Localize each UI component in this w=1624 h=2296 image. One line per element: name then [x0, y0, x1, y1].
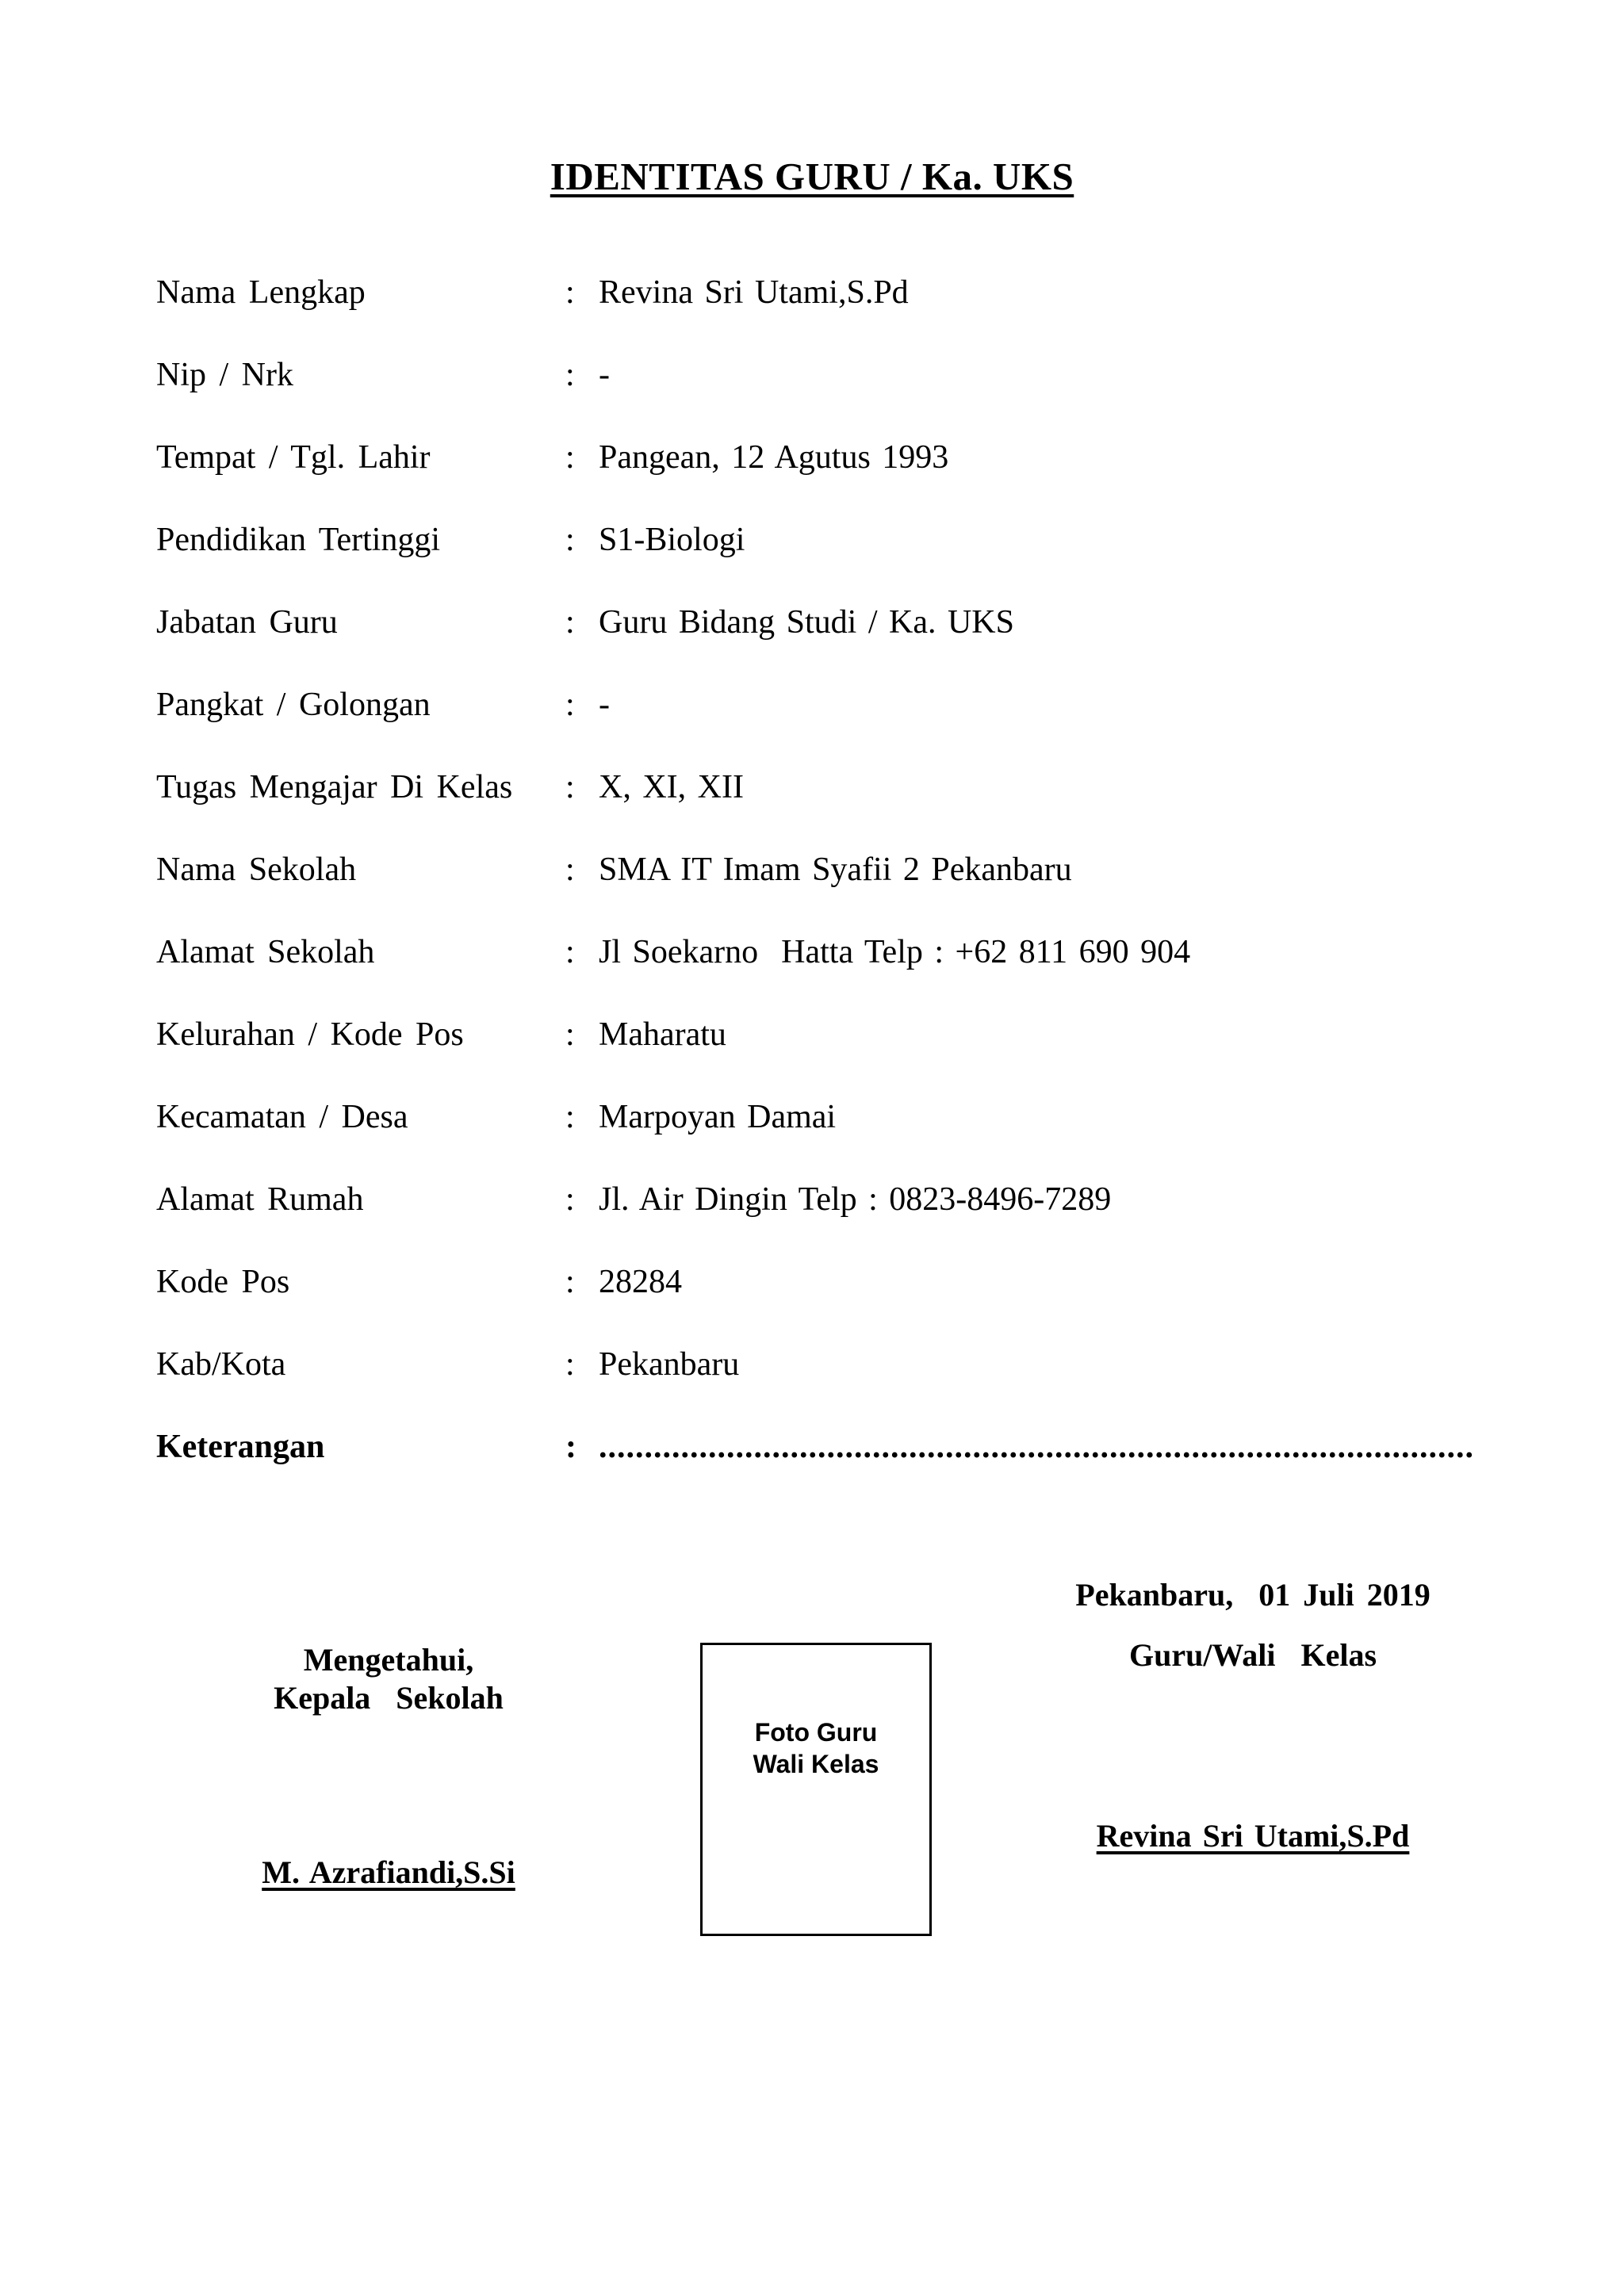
field-colon: :: [565, 851, 575, 888]
field-value: Pekanbaru: [599, 1346, 740, 1383]
field-row-kelurahan: [156, 1012, 1504, 1094]
teacher-signature-name: Revina Sri Utami,S.Pd: [1096, 1818, 1410, 1854]
photo-label-line1: Foto Guru: [754, 1718, 878, 1747]
field-row-kode-pos: [156, 1259, 1504, 1341]
field-value: X, XI, XII: [599, 769, 744, 806]
field-value: SMA IT Imam Syafii 2 Pekanbaru: [599, 851, 1072, 888]
field-colon: :: [565, 522, 575, 558]
field-value: Guru Bidang Studi / Ka. UKS: [599, 604, 1014, 641]
field-row-kecamatan: [156, 1094, 1504, 1177]
field-label: Nama Lengkap: [156, 274, 366, 311]
field-label: Jabatan Guru: [156, 604, 338, 641]
field-value: Pangean, 12 Agutus 1993: [599, 439, 949, 476]
field-colon: :: [565, 604, 575, 641]
field-colon: :: [565, 1181, 575, 1218]
field-value: 28284: [599, 1264, 682, 1300]
field-label: Kode Pos: [156, 1264, 290, 1300]
teacher-photo-placeholder: [700, 1643, 932, 1936]
field-label: Keterangan: [156, 1429, 325, 1465]
field-colon: :: [565, 1429, 576, 1465]
field-value: Jl Soekarno Hatta Telp : +62 811 690 904: [599, 934, 1191, 970]
field-row-tugas-mengajar: [156, 764, 1504, 847]
field-value: -: [599, 357, 610, 393]
document-title: IDENTITAS GURU / Ka. UKS: [550, 155, 1074, 198]
field-colon: :: [565, 687, 575, 723]
field-colon: :: [565, 1346, 575, 1383]
field-value: -: [599, 687, 610, 723]
field-label: Pendidikan Tertinggi: [156, 522, 441, 558]
field-label: Alamat Sekolah: [156, 934, 375, 970]
field-label: Kab/Kota: [156, 1346, 286, 1383]
field-row-pendidikan: [156, 517, 1504, 599]
field-label: Tempat / Tgl. Lahir: [156, 439, 431, 476]
teacher-role-label: Guru/Wali Kelas: [1128, 1637, 1377, 1673]
field-colon: :: [565, 274, 575, 311]
field-value: Jl. Air Dingin Telp : 0823-8496-7289: [599, 1181, 1112, 1218]
field-row-keterangan: [156, 1424, 1504, 1506]
field-row-kab-kota: [156, 1341, 1504, 1424]
field-label: Kecamatan / Desa: [156, 1099, 408, 1135]
principal-role-label: Kepala Sekolah: [274, 1680, 504, 1716]
field-label: Tugas Mengajar Di Kelas: [156, 769, 513, 806]
field-row-pangkat: [156, 682, 1504, 764]
field-value: Maharatu: [599, 1016, 726, 1053]
field-value: Marpoyan Damai: [599, 1099, 837, 1135]
field-row-nip: [156, 352, 1504, 434]
field-label: Nip / Nrk: [156, 357, 293, 393]
signature-date: Pekanbaru, 01 Juli 2019: [1075, 1577, 1431, 1613]
field-colon: :: [565, 1099, 575, 1135]
field-row-tempat-tgl-lahir: [156, 434, 1504, 517]
keterangan-blank-line: ................................................................................................: [599, 1429, 1474, 1465]
field-row-jabatan: [156, 599, 1504, 682]
field-row-alamat-sekolah: [156, 929, 1504, 1012]
field-value: Revina Sri Utami,S.Pd: [599, 274, 909, 311]
field-label: Alamat Rumah: [156, 1181, 364, 1218]
field-label: Pangkat / Golongan: [156, 687, 431, 723]
identity-fields: [156, 270, 1504, 1506]
field-colon: :: [565, 439, 575, 476]
field-colon: :: [565, 357, 575, 393]
field-row-nama-sekolah: [156, 847, 1504, 929]
field-row-nama-lengkap: [156, 270, 1504, 352]
field-colon: :: [565, 1264, 575, 1300]
photo-label-line2: Wali Kelas: [753, 1750, 879, 1778]
principal-signature-name: M. Azrafiandi,S.Si: [262, 1854, 515, 1890]
field-row-alamat-rumah: [156, 1177, 1504, 1259]
field-value: S1-Biologi: [599, 522, 745, 558]
field-colon: :: [565, 1016, 575, 1053]
field-colon: :: [565, 934, 575, 970]
acknowledged-label: Mengetahui,: [303, 1642, 474, 1678]
field-label: Nama Sekolah: [156, 851, 357, 888]
field-colon: :: [565, 769, 575, 806]
photo-placeholder-label: [703, 1716, 929, 1780]
field-label: Kelurahan / Kode Pos: [156, 1016, 464, 1053]
